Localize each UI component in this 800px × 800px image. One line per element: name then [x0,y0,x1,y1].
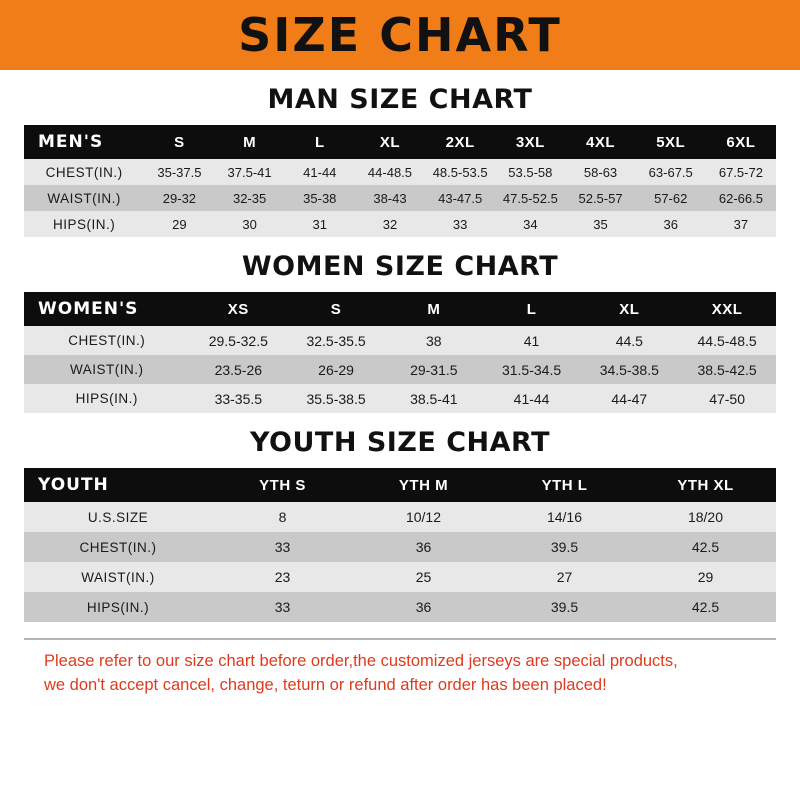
table-cell: 29 [635,562,776,592]
row-header: U.S.SIZE [24,502,212,532]
table-cell: 39.5 [494,592,635,622]
table-cell: 47.5-52.5 [495,185,565,211]
column-header: L [285,125,355,159]
table-header-row [24,468,776,502]
column-header: 3XL [495,125,565,159]
row-header: HIPS(IN.) [24,592,212,622]
column-header: S [144,125,214,159]
table-cell: 32.5-35.5 [287,326,385,355]
column-header: YTH XL [635,468,776,502]
column-header: XL [355,125,425,159]
column-header: 6XL [706,125,776,159]
row-header: WAIST(IN.) [24,355,189,384]
section-title-man: MAN SIZE CHART [267,84,533,115]
table-row [24,326,776,355]
column-header: XS [189,292,287,326]
table-cell: 27 [494,562,635,592]
table-row [24,532,776,562]
row-header: HIPS(IN.) [24,384,189,413]
table-cell: 18/20 [635,502,776,532]
column-header: M [385,292,483,326]
table-cell: 36 [353,592,494,622]
table-cell: 38-43 [355,185,425,211]
table-cell: 44-47 [580,384,678,413]
table-cell: 32-35 [215,185,285,211]
table-cell: 44-48.5 [355,159,425,185]
table-row [24,502,776,532]
table-cell: 34 [495,211,565,237]
table-row [24,562,776,592]
table-cell: 25 [353,562,494,592]
table-cell: 14/16 [494,502,635,532]
table-cell: 29-32 [144,185,214,211]
row-header: WAIST(IN.) [24,185,144,211]
table-row [24,159,776,185]
table-cell: 42.5 [635,532,776,562]
page-banner [0,0,800,70]
table-cell: 30 [215,211,285,237]
table-cell: 32 [355,211,425,237]
table-cell: 67.5-72 [706,159,776,185]
page-title: SIZE CHART [238,8,562,62]
row-header: CHEST(IN.) [24,532,212,562]
column-header: M [215,125,285,159]
table-cell: 44.5-48.5 [678,326,776,355]
table-cell: 33 [425,211,495,237]
column-header: L [483,292,581,326]
table-row [24,211,776,237]
column-header: 4XL [565,125,635,159]
table-cell: 48.5-53.5 [425,159,495,185]
row-header: CHEST(IN.) [24,159,144,185]
table-cell: 52.5-57 [565,185,635,211]
table-cell: 33 [212,592,353,622]
table-cell: 42.5 [635,592,776,622]
table-cell: 37.5-41 [215,159,285,185]
column-header: WOMEN'S [24,292,189,326]
table-cell: 33 [212,532,353,562]
section-title-youth: YOUTH SIZE CHART [249,427,551,458]
table-cell: 35 [565,211,635,237]
column-header: 5XL [636,125,706,159]
table-cell: 38 [385,326,483,355]
table-cell: 31.5-34.5 [483,355,581,384]
table-cell: 8 [212,502,353,532]
table-row [24,384,776,413]
column-header: MEN'S [24,125,144,159]
order-notice [24,646,776,698]
table-cell: 36 [636,211,706,237]
row-header: CHEST(IN.) [24,326,189,355]
youth-size-table [24,468,776,622]
table-cell: 39.5 [494,532,635,562]
table-cell: 41-44 [483,384,581,413]
table-cell: 29-31.5 [385,355,483,384]
column-header: XL [580,292,678,326]
table-cell: 41 [483,326,581,355]
table-cell: 37 [706,211,776,237]
table-header-row [24,292,776,326]
chart-content [0,84,800,698]
section-title-women: WOMEN SIZE CHART [241,251,559,282]
table-cell: 36 [353,532,494,562]
table-cell: 26-29 [287,355,385,384]
table-row [24,592,776,622]
table-cell: 38.5-41 [385,384,483,413]
table-cell: 58-63 [565,159,635,185]
table-row [24,185,776,211]
table-cell: 41-44 [285,159,355,185]
table-cell: 35-38 [285,185,355,211]
table-cell: 44.5 [580,326,678,355]
notice-line-2: we don't accept cancel, change, teturn or refund after order has been placed! [44,675,607,694]
table-cell: 23 [212,562,353,592]
table-cell: 10/12 [353,502,494,532]
table-cell: 38.5-42.5 [678,355,776,384]
row-header: WAIST(IN.) [24,562,212,592]
table-cell: 31 [285,211,355,237]
table-cell: 47-50 [678,384,776,413]
women-size-table [24,292,776,413]
table-cell: 57-62 [636,185,706,211]
row-header: HIPS(IN.) [24,211,144,237]
notice-line-1: Please refer to our size chart before order,the customized jerseys are special products, [44,652,678,670]
column-header: YTH M [353,468,494,502]
column-header: XXL [678,292,776,326]
table-cell: 35-37.5 [144,159,214,185]
column-header: YTH L [494,468,635,502]
table-cell: 35.5-38.5 [287,384,385,413]
divider [24,638,776,640]
column-header: S [287,292,385,326]
table-row [24,355,776,384]
table-cell: 43-47.5 [425,185,495,211]
table-cell: 29.5-32.5 [189,326,287,355]
table-cell: 62-66.5 [706,185,776,211]
column-header: 2XL [425,125,495,159]
table-cell: 53.5-58 [495,159,565,185]
column-header: YOUTH [24,468,212,502]
table-cell: 34.5-38.5 [580,355,678,384]
table-cell: 33-35.5 [189,384,287,413]
table-header-row [24,125,776,159]
table-cell: 23.5-26 [189,355,287,384]
table-cell: 29 [144,211,214,237]
column-header: YTH S [212,468,353,502]
man-size-table [24,125,776,237]
table-cell: 63-67.5 [636,159,706,185]
